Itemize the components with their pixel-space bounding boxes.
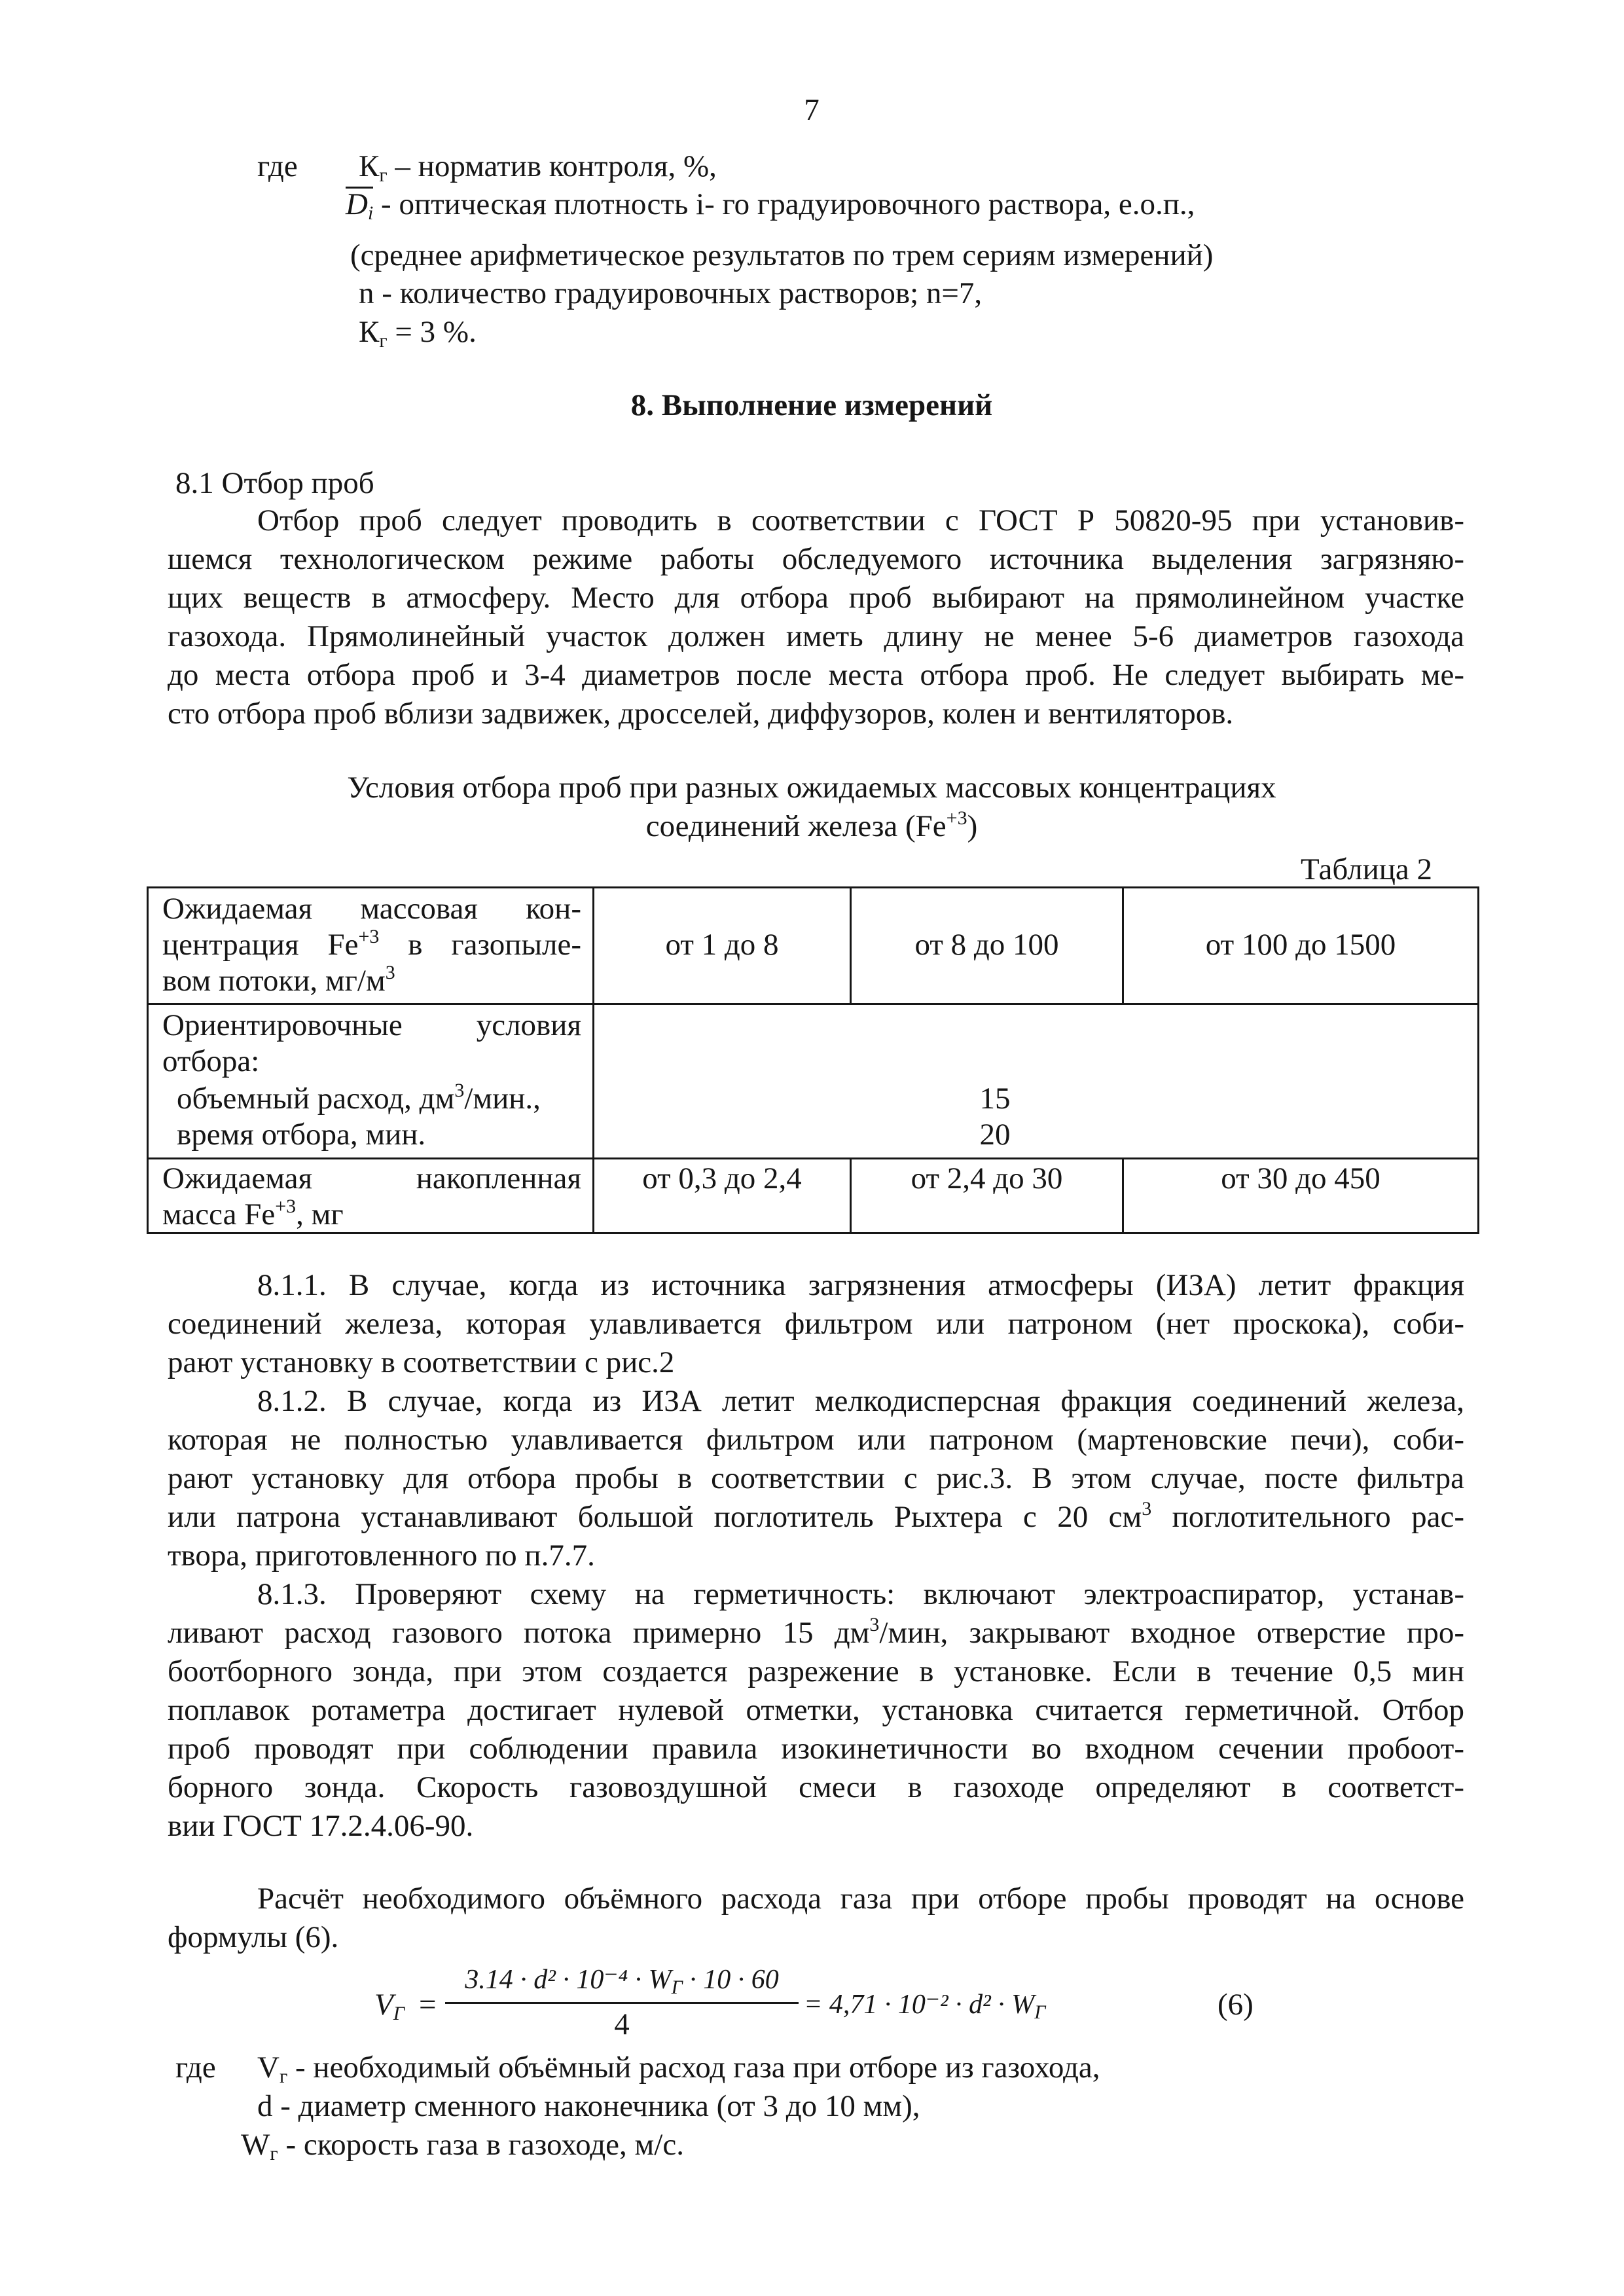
table-border-left — [147, 886, 149, 1234]
row1-value-3: от 100 до 1500 — [1205, 928, 1396, 962]
formula-number: (6) — [1218, 1988, 1254, 2022]
d-subscript: i — [367, 202, 374, 224]
w-subscript: г — [270, 2143, 278, 2164]
defs-top-n-line: n - количество градуировочных растворов; n=7, — [359, 276, 983, 310]
para1-line-2: шемся технологическом режиме работы обследуемого источника выделения загрязняю- — [168, 542, 1464, 576]
para811-line-3: рают установку в соответствии с рис.2 — [168, 1345, 675, 1379]
caption-text: соединений железа (Fe — [645, 809, 947, 843]
formula-numerator — [439, 1961, 805, 1999]
table-row-divider-2 — [147, 1157, 1479, 1159]
row1-head-line-2-sup: +3 — [358, 926, 380, 947]
formula-lhs — [374, 1986, 405, 2024]
para812-line-4-a: или патрона устанавливают большой поглотитель Рыхтера с 20 см — [168, 1500, 1142, 1534]
v-symbol: V — [257, 2050, 280, 2085]
para813-line-2 — [168, 1614, 1464, 1652]
defs-top-k-value — [359, 314, 477, 351]
formula-denominator: 4 — [614, 2007, 630, 2041]
row2-head-line-3 — [177, 1080, 541, 1118]
formula-numerator-sub: Г — [671, 1977, 683, 1998]
para812-line-4-sup: 3 — [1142, 1498, 1152, 1520]
row2-head-line-3-sup: 3 — [454, 1080, 465, 1101]
row3-head-line-2 — [162, 1196, 344, 1233]
row2-head-line-3-b: /мин., — [464, 1082, 541, 1116]
para811-line-1: 8.1.1. В случае, когда из источника загрязнения атмосферы (ИЗА) летит фракция — [257, 1268, 1464, 1302]
defs-top-k-line — [359, 148, 717, 185]
d-symbol: D — [346, 187, 368, 221]
defs-bottom-v-line — [257, 2049, 1100, 2086]
defs-bottom-d-line: d - диаметр сменного наконечника (от 3 до 10 мм), — [257, 2089, 920, 2123]
para813-line-2-a: ливают расход газового потока примерно 15 дм — [168, 1616, 870, 1650]
w-symbol: W — [241, 2128, 270, 2162]
formula-rhs — [804, 1986, 1045, 2024]
para812-line-4-b: поглотительного рас- — [1151, 1500, 1464, 1534]
w-definition: - скорость газа в газоходе, м/с. — [278, 2128, 684, 2162]
formula-rhs-text: = 4,71 · 10⁻² · d² · W — [804, 1990, 1035, 2020]
formula-rhs-sub: Г — [1034, 2001, 1046, 2023]
k-value-symbol: К — [359, 315, 380, 349]
row2-head-line-3-a: объемный расход, дм — [177, 1082, 455, 1116]
table-row-divider-1 — [147, 1003, 1479, 1005]
caption-end: ) — [967, 809, 978, 843]
row1-value-1: от 1 до 8 — [665, 928, 779, 962]
row3-value-2: от 2,4 до 30 — [911, 1161, 1063, 1195]
caption-sup: +3 — [946, 807, 967, 829]
calc-line-2: формулы (6). — [168, 1920, 339, 1954]
formula-fraction-bar — [445, 2002, 799, 2004]
para813-line-4: поплавок ротаметра достигает нулевой отметки, установка считается герметичной. Отбор — [168, 1693, 1464, 1727]
row3-head-line-2-b: , мг — [296, 1197, 344, 1231]
para1-line-4: газохода. Прямолинейный участок должен иметь длину не менее 5-6 диаметров газохода — [168, 619, 1464, 653]
row1-head-line-3-a: вом потоки, мг/м — [162, 964, 386, 998]
row1-value-2: от 8 до 100 — [914, 928, 1059, 962]
formula-lhs-symbol: V — [374, 1988, 393, 2022]
para813-line-5: проб проводят при соблюдении правила изокинетичности во входном сечении пробоот- — [168, 1732, 1464, 1766]
para812-line-2: которая не полностью улавливается фильтром или патроном (мартеновские печи), соби- — [168, 1423, 1464, 1457]
row1-head-line-2 — [162, 926, 581, 964]
row1-head-line-3-sup: 3 — [385, 962, 395, 983]
k-symbol: К — [359, 149, 380, 183]
table-border-right — [1477, 886, 1479, 1234]
row2-head-line-2: отбора: — [162, 1044, 260, 1078]
para813-line-3: боотборного зонда, при этом создается разрежение в установке. Если в течение 0,5 мин — [168, 1654, 1464, 1688]
para812-line-1: 8.1.2. В случае, когда из ИЗА летит мелкодисперсная фракция соединений железа, — [257, 1384, 1464, 1418]
para813-line-2-sup: 3 — [869, 1614, 880, 1635]
calc-line-1: Расчёт необходимого объёмного расхода газа при отборе пробы проводят на основе — [257, 1882, 1464, 1916]
d-definition: - оптическая плотность i- го градуировочного раствора, е.о.п., — [381, 187, 1195, 221]
row2-head-line-1: Ориентировочные условия — [162, 1008, 581, 1042]
v-definition: - необходимый объёмный расход газа при отборе из газохода, — [287, 2050, 1100, 2085]
row1-head-line-2-a: центрация Fe — [162, 928, 359, 962]
row3-value-1: от 0,3 до 2,4 — [642, 1161, 802, 1195]
row3-head-line-2-a: масса Fe — [162, 1197, 276, 1231]
para812-line-4 — [168, 1499, 1464, 1536]
row3-head-line-2-sup: +3 — [275, 1195, 297, 1217]
para1-line-5: до места отбора проб и 3-4 диаметров после места отбора проб. Не следует выбирать ме- — [168, 658, 1464, 692]
k-value-subscript: г — [379, 330, 388, 352]
para812-line-5: твора, приготовленного по п.7.7. — [168, 1539, 595, 1573]
row1-head-line-2-b: в газопыле- — [379, 928, 581, 962]
formula-lhs-sub: Г — [393, 2003, 405, 2024]
row2-head-line-4: время отбора, мин. — [177, 1118, 426, 1152]
k-value-text: = 3 %. — [387, 315, 477, 349]
para813-line-2-b: /мин, закрывают входное отверстие про- — [879, 1616, 1464, 1650]
row1-head-line-1: Ожидаемая массовая кон- — [162, 892, 581, 926]
para813-line-1: 8.1.3. Проверяют схему на герметичность: включают электроаспиратор, устанав- — [257, 1577, 1464, 1611]
defs-bottom-where: где — [175, 2050, 216, 2085]
defs-bottom-w-line — [241, 2126, 684, 2164]
para1-line-1: Отбор проб следует проводить в соответствии с ГОСТ Р 50820-95 при установив- — [257, 503, 1464, 538]
table-border-bottom — [147, 1232, 1479, 1234]
v-subscript: г — [279, 2066, 288, 2087]
page-number: 7 — [804, 93, 820, 127]
defs-top-d-note: (среднее арифметическое результатов по трем сериям измерений) — [350, 238, 1214, 272]
subsection-heading: 8.1 Отбор проб — [175, 466, 374, 500]
row1-head-line-3 — [162, 962, 395, 1000]
row2-time-value: 20 — [979, 1118, 1011, 1152]
table-caption-line-2 — [157, 808, 1466, 845]
para813-line-6: борного зонда. Скорость газовоздушной смеси в газоходе определяют в соответст- — [168, 1770, 1464, 1804]
formula-numerator-tail: · 10 · 60 — [682, 1965, 779, 1995]
para813-line-7: вии ГОСТ 17.2.4.06-90. — [168, 1809, 474, 1843]
table-border-top — [147, 886, 1479, 888]
k-subscript: г — [379, 164, 388, 186]
formula-equals: = — [419, 1988, 437, 2022]
k-definition: – норматив контроля, %, — [387, 149, 717, 183]
row3-head-line-1: Ожидаемая накопленная — [162, 1161, 581, 1195]
table-label: Таблица 2 — [1301, 852, 1433, 886]
para811-line-2: соединений железа, которая улавливается фильтром или патроном (нет проскока), соби- — [168, 1307, 1464, 1341]
para1-line-6: сто отбора проб вблизи задвижек, дросселей, диффузоров, колен и вентиляторов. — [168, 697, 1234, 731]
table-caption-line-1: Условия отбора проб при разных ожидаемых массовых концентрациях — [347, 771, 1276, 805]
row3-value-3: от 30 до 450 — [1221, 1161, 1380, 1195]
row2-flow-value: 15 — [979, 1082, 1011, 1116]
formula-numerator-text: 3.14 · d² · 10⁻⁴ · W — [465, 1965, 672, 1995]
section-heading: 8. Выполнение измерений — [630, 388, 993, 422]
defs-top-where: где — [257, 149, 298, 183]
defs-top-d-line — [346, 186, 1195, 223]
para812-line-3: рают установку для отбора пробы в соответствии с рис.3. В этом случае, посте фильтра — [168, 1461, 1464, 1495]
para1-line-3: щих веществ в атмосферу. Место для отбора проб выбирают на прямолинейном участке — [168, 581, 1464, 615]
